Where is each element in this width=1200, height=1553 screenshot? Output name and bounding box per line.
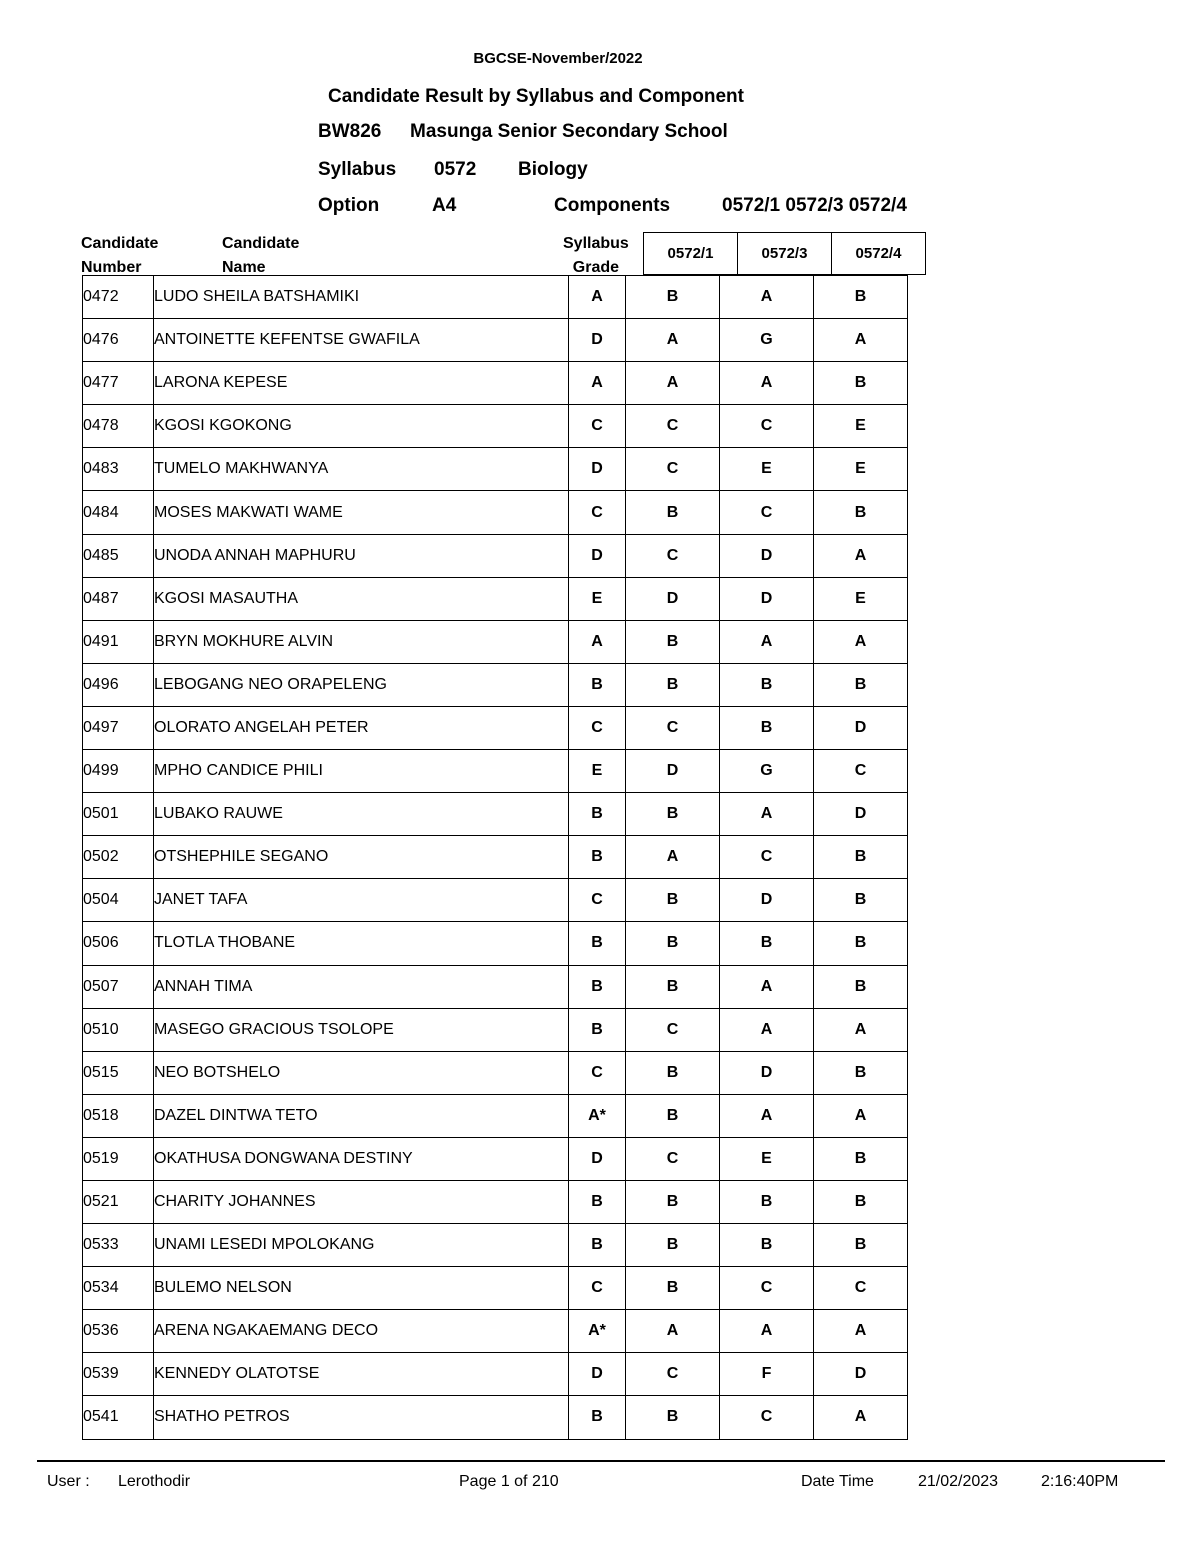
candidate-number: 0478 xyxy=(83,405,154,448)
component-4-grade: A xyxy=(814,1094,908,1137)
component-4-grade: B xyxy=(814,1180,908,1223)
component-4-grade: E xyxy=(814,448,908,491)
table-row xyxy=(83,1310,908,1353)
component-1-grade: C xyxy=(626,534,720,577)
candidate-number: 0521 xyxy=(83,1180,154,1223)
syllabus-grade: B xyxy=(569,1396,626,1439)
component-1-grade: B xyxy=(626,620,720,663)
candidate-number: 0499 xyxy=(83,750,154,793)
syllabus-grade: A xyxy=(569,362,626,405)
component-3-grade: B xyxy=(720,663,814,706)
syllabus-name: Biology xyxy=(518,159,588,180)
component-4-grade: A xyxy=(814,534,908,577)
table-row xyxy=(83,965,908,1008)
candidate-number: 0483 xyxy=(83,448,154,491)
footer-datetime-label: Date Time xyxy=(801,1473,874,1490)
component-4-grade: B xyxy=(814,1137,908,1180)
component-3-grade: A xyxy=(720,620,814,663)
component-4-grade: B xyxy=(814,362,908,405)
candidate-name: JANET TAFA xyxy=(154,879,569,922)
candidate-name: MASEGO GRACIOUS TSOLOPE xyxy=(154,1008,569,1051)
candidate-name: LARONA KEPESE xyxy=(154,362,569,405)
component-3-grade: A xyxy=(720,793,814,836)
component-4-grade: D xyxy=(814,1353,908,1396)
component-4-grade: D xyxy=(814,793,908,836)
syllabus-grade: E xyxy=(569,750,626,793)
component-1-grade: C xyxy=(626,448,720,491)
option-label: Option xyxy=(318,195,380,216)
component-4-grade: C xyxy=(814,1267,908,1310)
component-1-grade: B xyxy=(626,922,720,965)
candidate-name: MOSES MAKWATI WAME xyxy=(154,491,569,534)
column-header-component-4: 0572/4 xyxy=(832,233,926,275)
component-3-grade: A xyxy=(720,1008,814,1051)
column-header-component-1: 0572/1 xyxy=(644,233,738,275)
component-1-grade: B xyxy=(626,663,720,706)
component-header-row xyxy=(643,232,926,275)
table-row xyxy=(83,534,908,577)
table-row xyxy=(83,448,908,491)
syllabus-label: Syllabus xyxy=(318,159,397,180)
column-header-syllabus-grade: Syllabus Grade xyxy=(563,235,629,276)
table-row xyxy=(83,706,908,749)
syllabus-grade: A xyxy=(569,620,626,663)
candidate-name: UNODA ANNAH MAPHURU xyxy=(154,534,569,577)
table-row xyxy=(83,1396,908,1439)
candidate-number: 0510 xyxy=(83,1008,154,1051)
table-row xyxy=(83,1180,908,1223)
footer-user-value: Lerothodir xyxy=(118,1473,191,1490)
component-3-grade: C xyxy=(720,1267,814,1310)
footer-time: 2:16:40PM xyxy=(1041,1473,1119,1490)
component-3-grade: D xyxy=(720,1051,814,1094)
component-3-grade: D xyxy=(720,577,814,620)
candidate-number: 0533 xyxy=(83,1224,154,1267)
component-4-grade: A xyxy=(814,319,908,362)
candidate-name: KGOSI KGOKONG xyxy=(154,405,569,448)
table-row xyxy=(83,319,908,362)
component-3-grade: B xyxy=(720,1180,814,1223)
table-row xyxy=(83,1008,908,1051)
component-3-grade: C xyxy=(720,1396,814,1439)
component-3-grade: C xyxy=(720,836,814,879)
syllabus-grade: D xyxy=(569,448,626,491)
component-4-grade: E xyxy=(814,577,908,620)
component-4-grade: B xyxy=(814,879,908,922)
component-3-grade: E xyxy=(720,1137,814,1180)
candidate-number: 0539 xyxy=(83,1353,154,1396)
syllabus-grade: A xyxy=(569,276,626,319)
footer-user-label: User : xyxy=(47,1473,90,1490)
component-4-grade: B xyxy=(814,276,908,319)
component-1-grade: B xyxy=(626,1094,720,1137)
component-3-grade: G xyxy=(720,319,814,362)
candidate-number: 0484 xyxy=(83,491,154,534)
footer-page-number: Page 1 of 210 xyxy=(459,1473,559,1490)
component-1-grade: A xyxy=(626,1310,720,1353)
syllabus-grade: C xyxy=(569,405,626,448)
component-4-grade: A xyxy=(814,620,908,663)
component-3-grade: B xyxy=(720,1224,814,1267)
candidate-name: TLOTLA THOBANE xyxy=(154,922,569,965)
component-4-grade: D xyxy=(814,706,908,749)
component-1-grade: A xyxy=(626,362,720,405)
candidate-number: 0518 xyxy=(83,1094,154,1137)
component-3-grade: A xyxy=(720,1094,814,1137)
candidate-number: 0485 xyxy=(83,534,154,577)
syllabus-grade: C xyxy=(569,1051,626,1094)
component-3-grade: A xyxy=(720,362,814,405)
syllabus-grade: D xyxy=(569,534,626,577)
table-row xyxy=(83,879,908,922)
candidate-name: LUDO SHEILA BATSHAMIKI xyxy=(154,276,569,319)
candidate-number: 0536 xyxy=(83,1310,154,1353)
table-row xyxy=(83,922,908,965)
syllabus-grade: A* xyxy=(569,1310,626,1353)
component-1-grade: C xyxy=(626,1353,720,1396)
component-3-grade: C xyxy=(720,491,814,534)
candidate-name: BULEMO NELSON xyxy=(154,1267,569,1310)
candidate-name: OKATHUSA DONGWANA DESTINY xyxy=(154,1137,569,1180)
candidate-number: 0507 xyxy=(83,965,154,1008)
syllabus-grade: D xyxy=(569,1137,626,1180)
table-row xyxy=(83,1051,908,1094)
component-1-grade: B xyxy=(626,491,720,534)
candidate-name: SHATHO PETROS xyxy=(154,1396,569,1439)
table-row xyxy=(83,663,908,706)
component-4-grade: B xyxy=(814,922,908,965)
exam-session: BGCSE-November/2022 xyxy=(473,50,643,67)
component-3-grade: A xyxy=(720,965,814,1008)
component-4-grade: B xyxy=(814,1224,908,1267)
candidate-name: UNAMI LESEDI MPOLOKANG xyxy=(154,1224,569,1267)
option-value: A4 xyxy=(432,195,457,216)
candidate-number: 0496 xyxy=(83,663,154,706)
candidate-name: ANNAH TIMA xyxy=(154,965,569,1008)
candidate-name: NEO BOTSHELO xyxy=(154,1051,569,1094)
syllabus-grade: B xyxy=(569,1224,626,1267)
component-3-grade: C xyxy=(720,405,814,448)
syllabus-grade: B xyxy=(569,965,626,1008)
syllabus-grade: C xyxy=(569,879,626,922)
component-3-grade: F xyxy=(720,1353,814,1396)
report-title: Candidate Result by Syllabus and Component xyxy=(328,86,744,107)
syllabus-grade: A* xyxy=(569,1094,626,1137)
table-row xyxy=(83,491,908,534)
component-1-grade: B xyxy=(626,1180,720,1223)
syllabus-grade: D xyxy=(569,319,626,362)
component-4-grade: A xyxy=(814,1008,908,1051)
component-4-grade: B xyxy=(814,836,908,879)
component-3-grade: A xyxy=(720,276,814,319)
candidate-number: 0506 xyxy=(83,922,154,965)
candidate-number: 0491 xyxy=(83,620,154,663)
candidate-name: LEBOGANG NEO ORAPELENG xyxy=(154,663,569,706)
candidate-number: 0515 xyxy=(83,1051,154,1094)
component-4-grade: B xyxy=(814,1051,908,1094)
candidate-name: MPHO CANDICE PHILI xyxy=(154,750,569,793)
candidate-number: 0487 xyxy=(83,577,154,620)
component-1-grade: B xyxy=(626,1224,720,1267)
table-row xyxy=(83,1137,908,1180)
candidate-number: 0477 xyxy=(83,362,154,405)
candidate-number: 0501 xyxy=(83,793,154,836)
candidate-number: 0502 xyxy=(83,836,154,879)
component-1-grade: A xyxy=(626,836,720,879)
results-table-body xyxy=(83,276,908,1440)
component-1-grade: C xyxy=(626,405,720,448)
component-3-grade: B xyxy=(720,706,814,749)
component-3-grade: G xyxy=(720,750,814,793)
table-row xyxy=(83,750,908,793)
candidate-name: KENNEDY OLATOTSE xyxy=(154,1353,569,1396)
component-4-grade: A xyxy=(814,1310,908,1353)
component-4-grade: C xyxy=(814,750,908,793)
column-header-component-3: 0572/3 xyxy=(738,233,832,275)
component-1-grade: B xyxy=(626,1396,720,1439)
footer-divider xyxy=(37,1460,1165,1462)
table-row xyxy=(83,620,908,663)
column-header-candidate-number: Candidate Number xyxy=(81,235,159,276)
component-1-grade: A xyxy=(626,319,720,362)
candidate-number: 0534 xyxy=(83,1267,154,1310)
table-row xyxy=(83,836,908,879)
candidate-number: 0476 xyxy=(83,319,154,362)
candidate-name: ANTOINETTE KEFENTSE GWAFILA xyxy=(154,319,569,362)
component-4-grade: E xyxy=(814,405,908,448)
table-row xyxy=(83,405,908,448)
component-3-grade: B xyxy=(720,922,814,965)
candidate-name: BRYN MOKHURE ALVIN xyxy=(154,620,569,663)
column-header-candidate-name: Candidate Name xyxy=(222,235,300,276)
syllabus-grade: B xyxy=(569,922,626,965)
components-label: Components xyxy=(554,195,671,216)
component-1-grade: B xyxy=(626,879,720,922)
component-1-grade: D xyxy=(626,750,720,793)
candidate-name: KGOSI MASAUTHA xyxy=(154,577,569,620)
component-3-grade: D xyxy=(720,534,814,577)
table-row xyxy=(83,362,908,405)
syllabus-grade: C xyxy=(569,491,626,534)
syllabus-grade: D xyxy=(569,1353,626,1396)
component-4-grade: B xyxy=(814,965,908,1008)
component-3-grade: D xyxy=(720,879,814,922)
component-1-grade: C xyxy=(626,706,720,749)
table-row xyxy=(83,1224,908,1267)
candidate-number: 0541 xyxy=(83,1396,154,1439)
component-1-grade: C xyxy=(626,1008,720,1051)
table-row xyxy=(83,276,908,319)
candidate-number: 0472 xyxy=(83,276,154,319)
component-1-grade: B xyxy=(626,965,720,1008)
syllabus-grade: B xyxy=(569,793,626,836)
school-code: BW826 xyxy=(318,121,382,142)
candidate-name: ARENA NGAKAEMANG DECO xyxy=(154,1310,569,1353)
component-1-grade: B xyxy=(626,1267,720,1310)
candidate-name: OLORATO ANGELAH PETER xyxy=(154,706,569,749)
syllabus-grade: C xyxy=(569,706,626,749)
syllabus-grade: B xyxy=(569,1008,626,1051)
candidate-number: 0519 xyxy=(83,1137,154,1180)
table-row xyxy=(83,1267,908,1310)
candidate-number: 0497 xyxy=(83,706,154,749)
candidate-name: LUBAKO RAUWE xyxy=(154,793,569,836)
component-3-grade: E xyxy=(720,448,814,491)
component-1-grade: C xyxy=(626,1137,720,1180)
component-3-grade: A xyxy=(720,1310,814,1353)
syllabus-code: 0572 xyxy=(434,159,477,180)
component-1-grade: B xyxy=(626,1051,720,1094)
school-name: Masunga Senior Secondary School xyxy=(410,121,728,142)
table-row xyxy=(83,1353,908,1396)
footer-date: 21/02/2023 xyxy=(918,1473,999,1490)
component-4-grade: B xyxy=(814,491,908,534)
syllabus-grade: B xyxy=(569,1180,626,1223)
table-row xyxy=(83,793,908,836)
syllabus-grade: B xyxy=(569,836,626,879)
component-4-grade: B xyxy=(814,663,908,706)
results-table xyxy=(82,275,908,1440)
candidate-name: DAZEL DINTWA TETO xyxy=(154,1094,569,1137)
candidate-name: CHARITY JOHANNES xyxy=(154,1180,569,1223)
component-1-grade: D xyxy=(626,577,720,620)
component-1-grade: B xyxy=(626,793,720,836)
candidate-number: 0504 xyxy=(83,879,154,922)
candidate-name: OTSHEPHILE SEGANO xyxy=(154,836,569,879)
candidate-name: TUMELO MAKHWANYA xyxy=(154,448,569,491)
syllabus-grade: E xyxy=(569,577,626,620)
component-4-grade: A xyxy=(814,1396,908,1439)
syllabus-grade: B xyxy=(569,663,626,706)
table-row xyxy=(83,1094,908,1137)
component-1-grade: B xyxy=(626,276,720,319)
table-row xyxy=(83,577,908,620)
components-value: 0572/1 0572/3 0572/4 xyxy=(722,195,907,216)
syllabus-grade: C xyxy=(569,1267,626,1310)
